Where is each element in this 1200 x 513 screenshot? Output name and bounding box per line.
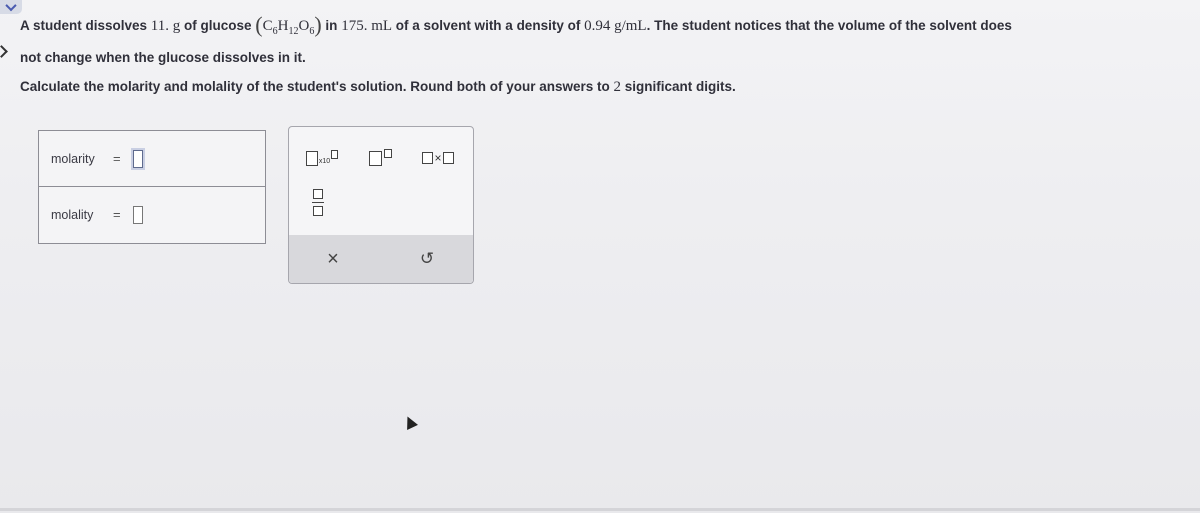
multiply-button[interactable]	[415, 145, 461, 171]
clear-button[interactable]	[319, 245, 347, 273]
instruction-text: Calculate the molarity and molality of the student's solution. Round both of your answers to 2 significant digits.	[20, 79, 736, 95]
mouse-cursor-icon	[402, 414, 418, 430]
molarity-input[interactable]	[133, 150, 143, 168]
equals-sign: =	[113, 207, 121, 222]
fraction-button[interactable]	[305, 185, 331, 219]
question-text: A student dissolves 11. g of glucose $(C_6H_{12}O_6)$ in 175. mL of a solvent with a density of 0.94 g/mL. The student notices that the volume of the solvent does	[20, 12, 1012, 37]
molality-input[interactable]	[133, 206, 143, 224]
math-toolbar	[288, 126, 474, 284]
close-icon: ×	[327, 247, 339, 270]
toolbar-actions	[289, 235, 473, 283]
collapse-chevron-icon[interactable]	[0, 0, 22, 14]
equals-sign: =	[113, 151, 121, 166]
glucose-formula: $C_6H_{12}O_6$	[262, 18, 315, 37]
multiply-symbol: ×	[434, 151, 442, 165]
x10-label: x10	[318, 157, 331, 165]
molality-row	[39, 187, 265, 242]
bottom-divider	[0, 508, 1200, 511]
molarity-row	[39, 131, 265, 187]
left-arrow-icon[interactable]	[0, 44, 8, 58]
molality-label: molality	[51, 207, 94, 222]
molarity-label: molarity	[51, 151, 95, 166]
question-line-2: not change when the glucose dissolves in it.	[20, 50, 306, 65]
undo-icon: ↺	[419, 249, 435, 268]
answer-panel	[38, 130, 266, 244]
scientific-notation-button[interactable]	[299, 145, 345, 171]
superscript-button[interactable]	[361, 145, 399, 171]
undo-button[interactable]	[413, 245, 441, 273]
